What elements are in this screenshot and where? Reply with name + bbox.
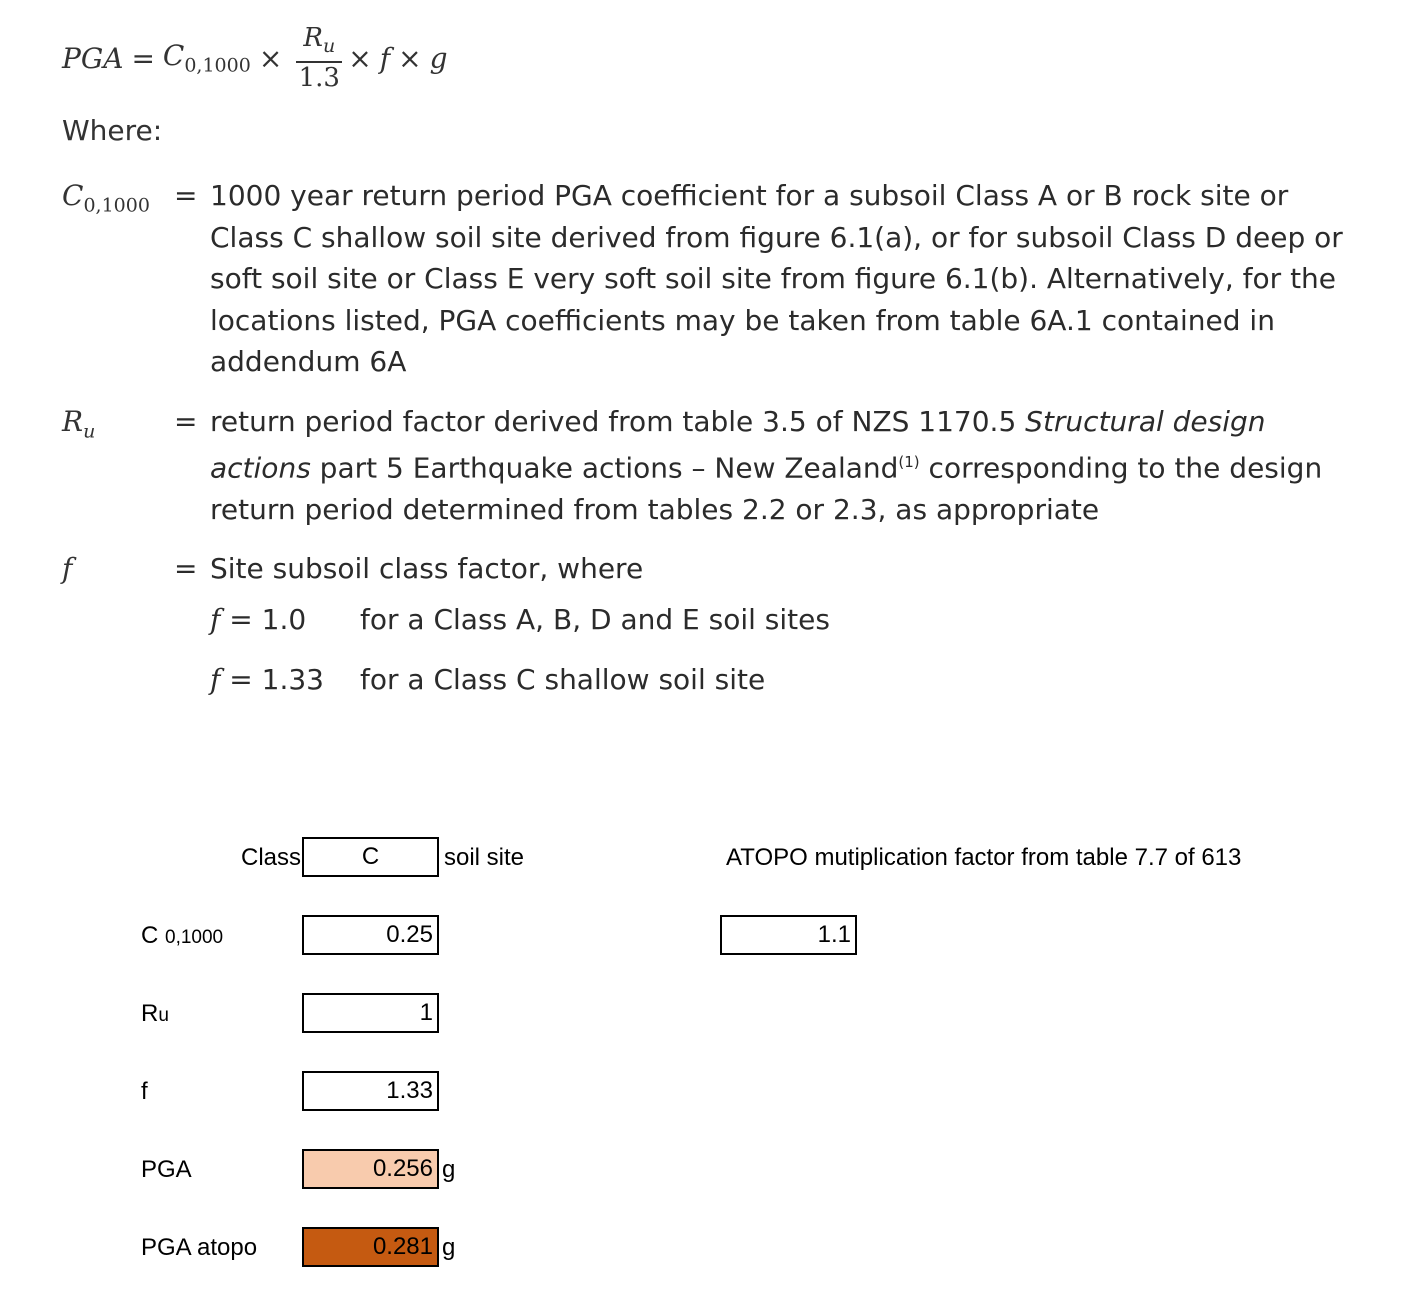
soil-site-label: soil site	[444, 844, 525, 871]
ru-label	[141, 1000, 169, 1028]
c-label	[141, 922, 223, 950]
ru-text-italic-2: actions	[210, 451, 311, 485]
formula-g: g	[429, 41, 448, 75]
definition-f-text: Site subsoil class factor, where	[210, 552, 644, 586]
formula-ru-subscript: u	[322, 35, 336, 58]
ru-label-subscript: u	[158, 1005, 169, 1026]
formula-c-subscript: 0,1000	[184, 54, 251, 77]
definitions	[62, 175, 1362, 608]
f-case-2	[210, 663, 765, 696]
c-value-cell[interactable]: 0.25	[302, 915, 439, 955]
pga-atopo-unit: g	[442, 1234, 456, 1261]
definition-c-equals: =	[174, 179, 198, 212]
formula-c-symbol	[163, 39, 251, 77]
pga-label: PGA	[141, 1156, 192, 1183]
where-label: Where:	[62, 114, 163, 147]
formula-ru-letter: R	[303, 22, 323, 53]
formula-numerator	[303, 23, 335, 61]
formula-lhs: PGA	[62, 41, 124, 75]
definition-f	[62, 548, 1362, 590]
atopo-value-cell[interactable]: 1.1	[720, 915, 857, 955]
ru-text-part-2: part 5 Earthquake actions – New Zealand	[310, 451, 899, 485]
f-case-2-symbol: f	[210, 663, 221, 696]
definition-f-symbol: f	[62, 552, 73, 586]
definition-c-subscript: 0,1000	[83, 194, 150, 217]
definition-c-text: 1000 year return period PGA coefficient for a subsoil Class A or B rock site or Class C shallow soil site derived from figure 6.1(a), or for subsoil Class D deep or soft soil site or Class E very soft soil site from figure 6.1(b). Alternatively, for the locations listed, PGA coefficients may be taken from table 6A.1 contained in addendum 6A	[210, 179, 1343, 378]
atopo-header: ATOPO mutiplication factor from table 7.7 of 613	[726, 844, 1242, 871]
definition-ru	[62, 401, 1362, 531]
formula-times-2: ×	[348, 41, 372, 75]
ru-text-italic-1: Structural design	[1025, 404, 1266, 438]
formula-fraction	[296, 23, 342, 93]
formula-times-3: ×	[398, 41, 422, 75]
ru-label-letter: R	[141, 1000, 159, 1027]
f-label: f	[141, 1078, 148, 1105]
pga-value-cell[interactable]: 0.256	[302, 1149, 439, 1189]
pga-atopo-label: PGA atopo	[141, 1234, 258, 1261]
c-label-subscript: 0,1000	[165, 927, 224, 948]
f-value-cell[interactable]: 1.33	[302, 1071, 439, 1111]
definition-c-symbol	[62, 175, 174, 383]
class-value-cell[interactable]: C	[302, 837, 439, 877]
formula-c-letter: C	[162, 39, 185, 73]
f-case-1-value: = 1.0	[220, 603, 307, 636]
definition-ru-equals: =	[174, 404, 198, 438]
f-case-2-lhs	[210, 663, 360, 696]
f-case-1-symbol: f	[210, 603, 221, 636]
formula-equals: =	[131, 41, 155, 75]
pga-formula	[62, 18, 448, 98]
ru-text-part-3: corresponding to the design return period determined from tables 2.2 or 2.3, as appropriate	[210, 451, 1323, 526]
f-case-1-desc: for a Class A, B, D and E soil sites	[360, 603, 830, 636]
pga-atopo-value-cell[interactable]: 0.281	[302, 1227, 439, 1267]
formula-denominator: 1.3	[298, 63, 340, 94]
class-label: Class	[241, 844, 302, 871]
pga-unit: g	[442, 1156, 456, 1183]
formula-times-1: ×	[258, 41, 283, 75]
ru-footnote-ref: (1)	[898, 453, 920, 471]
f-case-1	[210, 603, 830, 636]
definition-c-letter: C	[62, 179, 84, 212]
f-case-2-value: = 1.33	[220, 663, 324, 696]
f-case-2-desc: for a Class C shallow soil site	[360, 663, 766, 696]
ru-value-cell[interactable]: 1	[302, 993, 439, 1033]
definition-ru-symbol	[62, 401, 174, 531]
definition-c	[62, 175, 1362, 383]
definition-ru-letter: R	[62, 404, 84, 438]
definition-ru-subscript: u	[83, 420, 96, 443]
c-label-letter: C	[141, 922, 159, 949]
formula-f: f	[379, 41, 391, 75]
definition-ru-text	[210, 401, 1358, 531]
f-case-1-lhs	[210, 603, 360, 636]
definition-f-equals: =	[174, 552, 198, 586]
ru-text-part-1: return period factor derived from table 3.5 of NZS 1170.5	[210, 404, 1026, 438]
